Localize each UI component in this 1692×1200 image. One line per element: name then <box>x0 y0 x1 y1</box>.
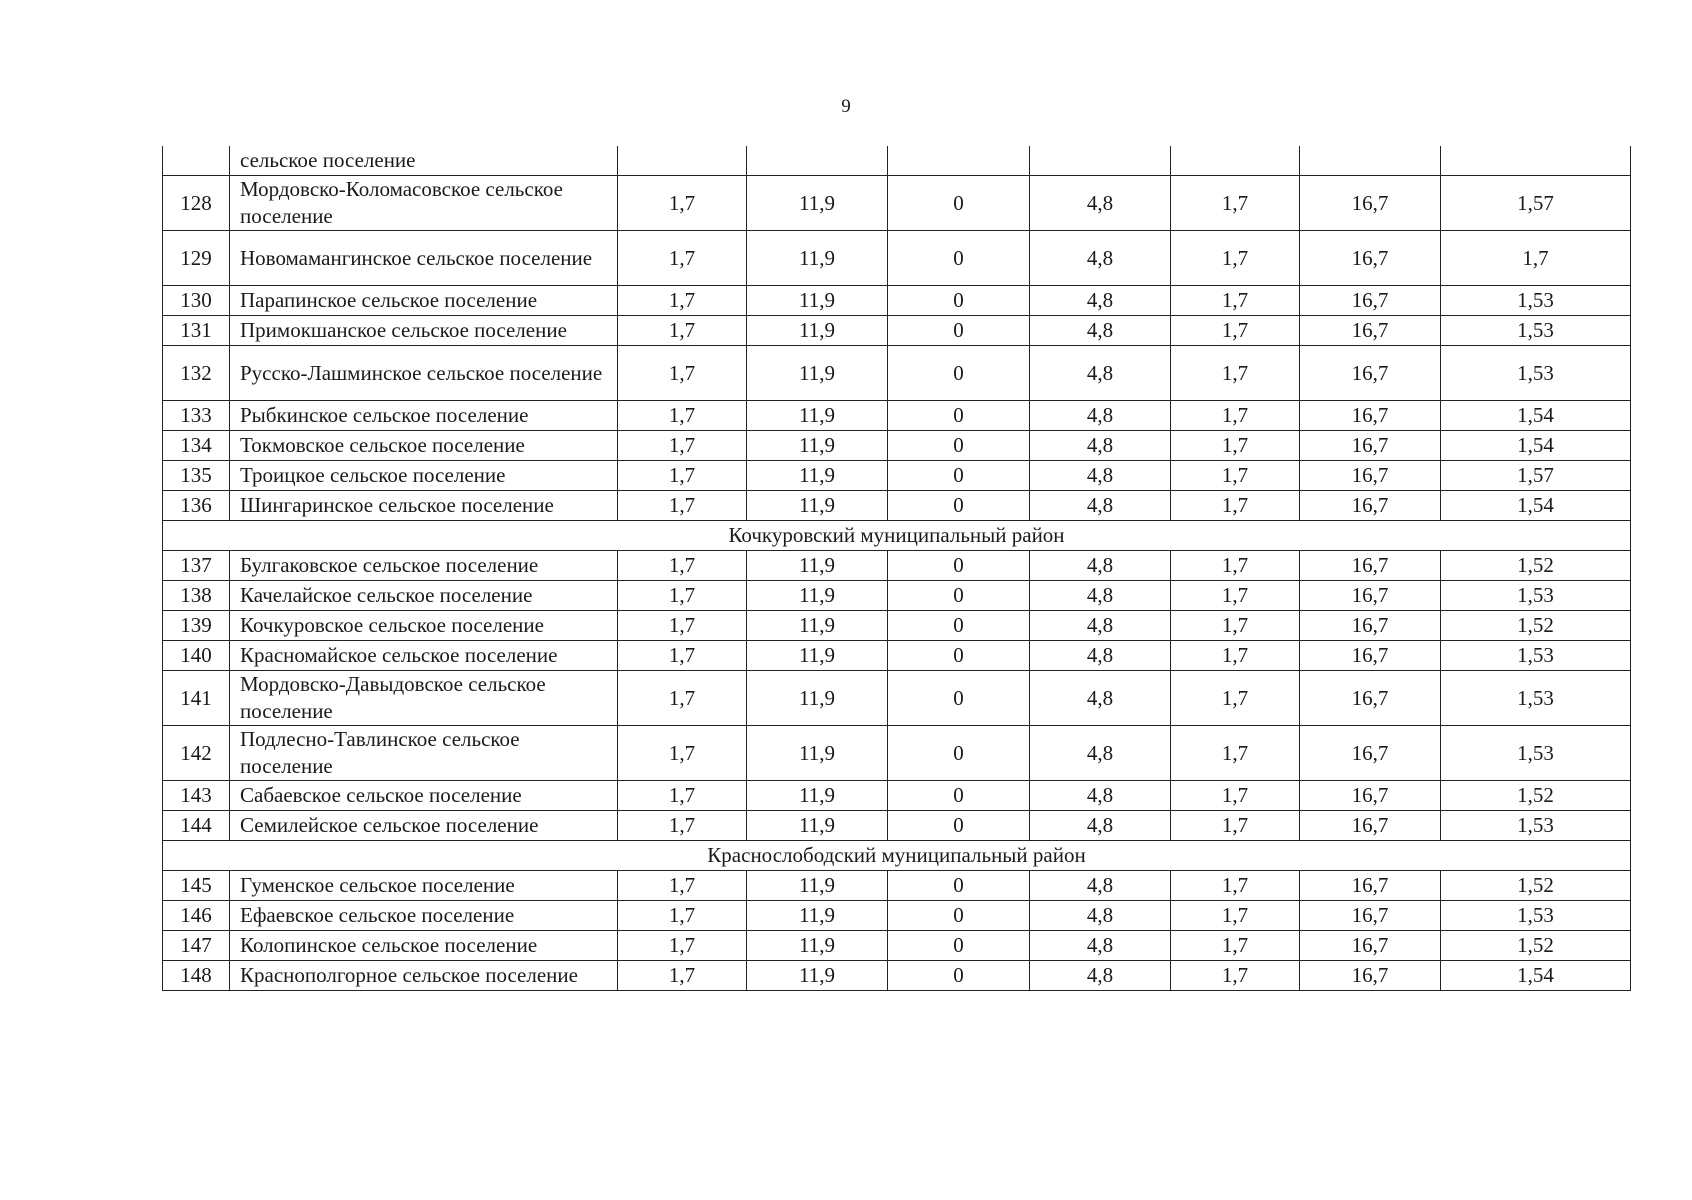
value-cell: 1,7 <box>1171 901 1300 931</box>
table-row <box>163 176 1631 231</box>
value-cell: 1,7 <box>618 901 747 931</box>
value-cell: 0 <box>888 671 1030 726</box>
value-cell: 0 <box>888 781 1030 811</box>
value-cell: 1,7 <box>618 316 747 346</box>
settlement-name-cell: Семилейское сельское поселение <box>230 811 618 841</box>
settlement-name-cell: Мордовско-Коломасовское сельское поселение <box>230 176 618 231</box>
value-cell <box>1030 146 1171 176</box>
value-cell: 11,9 <box>747 961 888 991</box>
value-cell: 1,7 <box>1171 551 1300 581</box>
value-cell: 4,8 <box>1030 346 1171 401</box>
table-row <box>163 671 1631 726</box>
row-number-cell: 137 <box>163 551 230 581</box>
settlement-name-cell: Сабаевское сельское поселение <box>230 781 618 811</box>
value-cell: 16,7 <box>1300 581 1441 611</box>
value-cell: 1,7 <box>1171 176 1300 231</box>
table-row <box>163 431 1631 461</box>
value-cell: 16,7 <box>1300 551 1441 581</box>
value-cell: 1,53 <box>1441 286 1631 316</box>
table-row <box>163 581 1631 611</box>
value-cell: 0 <box>888 901 1030 931</box>
value-cell: 0 <box>888 931 1030 961</box>
value-cell: 16,7 <box>1300 346 1441 401</box>
value-cell: 1,57 <box>1441 176 1631 231</box>
value-cell: 0 <box>888 641 1030 671</box>
value-cell: 4,8 <box>1030 231 1171 286</box>
value-cell <box>747 146 888 176</box>
value-cell: 16,7 <box>1300 671 1441 726</box>
settlement-name-cell: сельское поселение <box>230 146 618 176</box>
table-row <box>163 491 1631 521</box>
value-cell: 11,9 <box>747 176 888 231</box>
section-header-row <box>163 521 1631 551</box>
value-cell: 0 <box>888 231 1030 286</box>
value-cell: 1,53 <box>1441 671 1631 726</box>
value-cell: 1,7 <box>1171 871 1300 901</box>
value-cell: 1,7 <box>1171 641 1300 671</box>
value-cell: 11,9 <box>747 461 888 491</box>
value-cell: 1,53 <box>1441 346 1631 401</box>
value-cell: 1,52 <box>1441 551 1631 581</box>
value-cell: 0 <box>888 726 1030 781</box>
value-cell: 1,7 <box>618 726 747 781</box>
value-cell: 1,7 <box>1171 461 1300 491</box>
row-number-cell: 135 <box>163 461 230 491</box>
settlement-name-cell: Токмовское сельское поселение <box>230 431 618 461</box>
table-row <box>163 961 1631 991</box>
row-number-cell: 133 <box>163 401 230 431</box>
table-row <box>163 316 1631 346</box>
value-cell: 1,7 <box>618 611 747 641</box>
value-cell: 1,7 <box>1171 781 1300 811</box>
value-cell: 1,7 <box>1171 811 1300 841</box>
value-cell: 1,53 <box>1441 726 1631 781</box>
value-cell <box>618 146 747 176</box>
row-number-cell: 141 <box>163 671 230 726</box>
value-cell: 1,7 <box>1171 346 1300 401</box>
value-cell: 1,7 <box>1171 491 1300 521</box>
value-cell: 1,7 <box>1171 431 1300 461</box>
value-cell: 11,9 <box>747 901 888 931</box>
settlement-name-cell: Красномайское сельское поселение <box>230 641 618 671</box>
value-cell: 16,7 <box>1300 431 1441 461</box>
value-cell: 1,7 <box>618 551 747 581</box>
value-cell: 1,7 <box>1171 961 1300 991</box>
table-row <box>163 346 1631 401</box>
value-cell: 0 <box>888 316 1030 346</box>
value-cell: 0 <box>888 346 1030 401</box>
value-cell: 1,7 <box>618 461 747 491</box>
settlement-name-cell: Рыбкинское сельское поселение <box>230 401 618 431</box>
value-cell: 11,9 <box>747 611 888 641</box>
value-cell: 16,7 <box>1300 871 1441 901</box>
value-cell: 11,9 <box>747 346 888 401</box>
value-cell: 11,9 <box>747 726 888 781</box>
value-cell: 1,7 <box>1171 316 1300 346</box>
value-cell: 0 <box>888 491 1030 521</box>
value-cell: 0 <box>888 461 1030 491</box>
settlement-name-cell: Парапинское сельское поселение <box>230 286 618 316</box>
table-row <box>163 811 1631 841</box>
value-cell: 1,7 <box>1171 231 1300 286</box>
value-cell: 4,8 <box>1030 401 1171 431</box>
table-row <box>163 551 1631 581</box>
table-row <box>163 901 1631 931</box>
table-row <box>163 231 1631 286</box>
value-cell: 0 <box>888 871 1030 901</box>
table-row <box>163 401 1631 431</box>
value-cell: 16,7 <box>1300 961 1441 991</box>
value-cell: 1,54 <box>1441 431 1631 461</box>
row-number-cell <box>163 146 230 176</box>
value-cell: 16,7 <box>1300 611 1441 641</box>
value-cell: 11,9 <box>747 491 888 521</box>
value-cell: 16,7 <box>1300 781 1441 811</box>
value-cell: 4,8 <box>1030 811 1171 841</box>
value-cell: 11,9 <box>747 286 888 316</box>
value-cell: 1,52 <box>1441 611 1631 641</box>
section-header-row <box>163 841 1631 871</box>
value-cell: 11,9 <box>747 781 888 811</box>
value-cell: 4,8 <box>1030 581 1171 611</box>
value-cell: 1,7 <box>618 581 747 611</box>
settlement-name-cell: Примокшанское сельское поселение <box>230 316 618 346</box>
value-cell: 16,7 <box>1300 231 1441 286</box>
table-body <box>163 146 1631 991</box>
settlement-name-cell: Кочкуровское сельское поселение <box>230 611 618 641</box>
value-cell: 1,7 <box>618 811 747 841</box>
value-cell: 11,9 <box>747 401 888 431</box>
value-cell: 1,54 <box>1441 491 1631 521</box>
value-cell: 16,7 <box>1300 641 1441 671</box>
value-cell: 1,7 <box>618 176 747 231</box>
table-row <box>163 286 1631 316</box>
table-row <box>163 461 1631 491</box>
settlement-name-cell: Мордовско-Давыдовское сельское поселение <box>230 671 618 726</box>
value-cell: 1,7 <box>1171 726 1300 781</box>
value-cell: 1,7 <box>1171 401 1300 431</box>
settlements-table <box>162 146 1631 991</box>
value-cell: 1,52 <box>1441 931 1631 961</box>
value-cell: 4,8 <box>1030 461 1171 491</box>
settlement-name-cell: Качелайское сельское поселение <box>230 581 618 611</box>
row-number-cell: 139 <box>163 611 230 641</box>
value-cell: 4,8 <box>1030 491 1171 521</box>
table-row <box>163 611 1631 641</box>
value-cell: 1,7 <box>618 931 747 961</box>
value-cell: 1,53 <box>1441 316 1631 346</box>
value-cell: 11,9 <box>747 811 888 841</box>
row-number-cell: 140 <box>163 641 230 671</box>
table-row <box>163 146 1631 176</box>
value-cell: 1,53 <box>1441 901 1631 931</box>
value-cell: 16,7 <box>1300 176 1441 231</box>
settlement-name-cell: Троицкое сельское поселение <box>230 461 618 491</box>
table-row <box>163 726 1631 781</box>
value-cell: 4,8 <box>1030 961 1171 991</box>
value-cell: 4,8 <box>1030 176 1171 231</box>
value-cell: 0 <box>888 551 1030 581</box>
settlement-name-cell: Новомамангинское сельское поселение <box>230 231 618 286</box>
value-cell: 1,7 <box>618 781 747 811</box>
value-cell: 16,7 <box>1300 931 1441 961</box>
value-cell: 11,9 <box>747 641 888 671</box>
settlement-name-cell: Русско-Лашминское сельское поселение <box>230 346 618 401</box>
row-number-cell: 148 <box>163 961 230 991</box>
settlement-name-cell: Булгаковское сельское поселение <box>230 551 618 581</box>
value-cell: 11,9 <box>747 871 888 901</box>
value-cell <box>1171 146 1300 176</box>
value-cell: 1,7 <box>1171 286 1300 316</box>
value-cell: 16,7 <box>1300 726 1441 781</box>
value-cell: 0 <box>888 811 1030 841</box>
value-cell: 1,53 <box>1441 641 1631 671</box>
value-cell: 0 <box>888 431 1030 461</box>
row-number-cell: 143 <box>163 781 230 811</box>
value-cell: 1,52 <box>1441 871 1631 901</box>
value-cell: 0 <box>888 961 1030 991</box>
settlement-name-cell: Колопинское сельское поселение <box>230 931 618 961</box>
value-cell: 1,7 <box>618 491 747 521</box>
district-title: Краснослободский муниципальный район <box>163 841 1631 871</box>
row-number-cell: 138 <box>163 581 230 611</box>
value-cell: 4,8 <box>1030 641 1171 671</box>
value-cell: 16,7 <box>1300 811 1441 841</box>
value-cell: 16,7 <box>1300 316 1441 346</box>
value-cell: 1,7 <box>618 671 747 726</box>
value-cell: 4,8 <box>1030 431 1171 461</box>
value-cell: 16,7 <box>1300 461 1441 491</box>
value-cell: 1,7 <box>618 231 747 286</box>
row-number-cell: 132 <box>163 346 230 401</box>
value-cell: 4,8 <box>1030 931 1171 961</box>
value-cell: 11,9 <box>747 231 888 286</box>
value-cell: 0 <box>888 581 1030 611</box>
value-cell: 1,54 <box>1441 401 1631 431</box>
value-cell: 4,8 <box>1030 316 1171 346</box>
value-cell: 4,8 <box>1030 781 1171 811</box>
row-number-cell: 129 <box>163 231 230 286</box>
row-number-cell: 131 <box>163 316 230 346</box>
row-number-cell: 128 <box>163 176 230 231</box>
value-cell: 4,8 <box>1030 551 1171 581</box>
settlement-name-cell: Краснополгорное сельское поселение <box>230 961 618 991</box>
value-cell: 1,7 <box>618 431 747 461</box>
value-cell: 1,7 <box>618 346 747 401</box>
value-cell: 16,7 <box>1300 901 1441 931</box>
value-cell: 1,53 <box>1441 811 1631 841</box>
value-cell: 1,53 <box>1441 581 1631 611</box>
row-number-cell: 134 <box>163 431 230 461</box>
value-cell: 16,7 <box>1300 491 1441 521</box>
settlement-name-cell: Ефаевское сельское поселение <box>230 901 618 931</box>
settlement-name-cell: Гуменское сельское поселение <box>230 871 618 901</box>
table-row <box>163 871 1631 901</box>
value-cell: 1,7 <box>618 286 747 316</box>
row-number-cell: 130 <box>163 286 230 316</box>
value-cell: 4,8 <box>1030 286 1171 316</box>
value-cell: 4,8 <box>1030 671 1171 726</box>
row-number-cell: 147 <box>163 931 230 961</box>
value-cell: 0 <box>888 286 1030 316</box>
row-number-cell: 146 <box>163 901 230 931</box>
value-cell: 4,8 <box>1030 871 1171 901</box>
value-cell <box>1441 146 1631 176</box>
table-row <box>163 641 1631 671</box>
value-cell: 1,7 <box>1171 931 1300 961</box>
value-cell: 11,9 <box>747 671 888 726</box>
value-cell: 1,52 <box>1441 781 1631 811</box>
row-number-cell: 144 <box>163 811 230 841</box>
table-row <box>163 931 1631 961</box>
value-cell: 0 <box>888 401 1030 431</box>
settlement-name-cell: Шингаринское сельское поселение <box>230 491 618 521</box>
value-cell: 1,7 <box>618 401 747 431</box>
settlement-name-cell: Подлесно-Тавлинское сельское поселение <box>230 726 618 781</box>
value-cell: 11,9 <box>747 551 888 581</box>
value-cell: 1,7 <box>618 641 747 671</box>
table-row <box>163 781 1631 811</box>
value-cell: 11,9 <box>747 316 888 346</box>
row-number-cell: 136 <box>163 491 230 521</box>
row-number-cell: 145 <box>163 871 230 901</box>
value-cell: 16,7 <box>1300 286 1441 316</box>
value-cell: 1,7 <box>1441 231 1631 286</box>
district-title: Кочкуровский муниципальный район <box>163 521 1631 551</box>
value-cell: 1,7 <box>618 961 747 991</box>
value-cell: 1,7 <box>1171 671 1300 726</box>
value-cell: 11,9 <box>747 581 888 611</box>
value-cell: 1,7 <box>1171 611 1300 641</box>
value-cell: 11,9 <box>747 431 888 461</box>
value-cell: 4,8 <box>1030 901 1171 931</box>
value-cell <box>1300 146 1441 176</box>
value-cell: 4,8 <box>1030 726 1171 781</box>
value-cell: 16,7 <box>1300 401 1441 431</box>
value-cell: 0 <box>888 611 1030 641</box>
page-number: 9 <box>841 96 851 117</box>
value-cell: 1,54 <box>1441 961 1631 991</box>
value-cell: 4,8 <box>1030 611 1171 641</box>
value-cell: 1,7 <box>618 871 747 901</box>
value-cell: 1,7 <box>1171 581 1300 611</box>
row-number-cell: 142 <box>163 726 230 781</box>
value-cell: 1,57 <box>1441 461 1631 491</box>
value-cell: 0 <box>888 176 1030 231</box>
value-cell: 11,9 <box>747 931 888 961</box>
value-cell <box>888 146 1030 176</box>
